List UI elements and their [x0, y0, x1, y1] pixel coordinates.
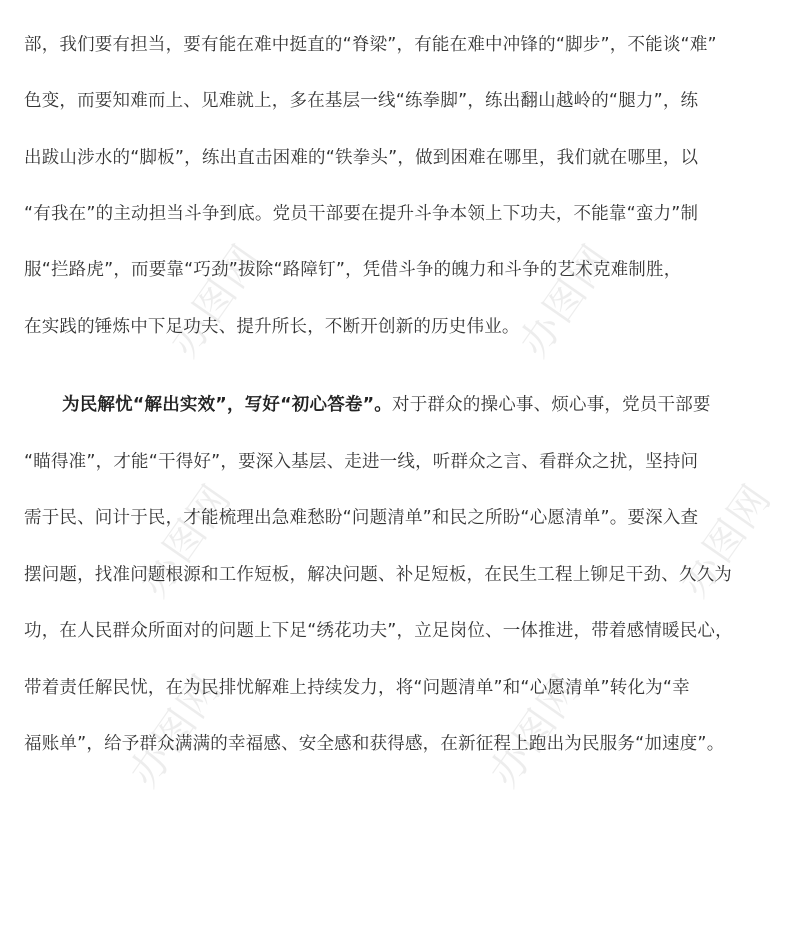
paragraph-text: 对于群众的操心事、烦心事，党员干部要	[392, 395, 711, 415]
paragraph-line: 在实践的锤炼中下足功夫、提升所长，不断开创新的历史伟业。	[24, 317, 520, 337]
watermark: 办图网	[510, 235, 621, 366]
paragraph-line: 功，在人民群众所面对的问题上下足“绣花功夫”，立足岗位、一体推进，带着感情暖民心，	[24, 621, 733, 641]
watermark: 办图网	[160, 235, 271, 366]
paragraph-heading: 为民解忧“解出实效”，写好“初心答卷”。	[62, 395, 393, 415]
watermark: 办图网	[130, 475, 241, 606]
watermark: 办图网	[670, 475, 781, 606]
paragraph-line: 带着责任解民忧，在为民排忧解难上持续发力，将“问题清单”和“心愿清单”转化为“幸	[24, 678, 690, 698]
paragraph-line: 需于民、问计于民，才能梳理出急难愁盼“问题清单”和民之所盼“心愿清单”。要深入查	[24, 508, 699, 528]
watermark: 办图网	[480, 665, 591, 796]
paragraph-line: 福账单”，给予群众满满的幸福感、安全感和获得感，在新征程上跑出为民服务“加速度”。	[24, 734, 725, 754]
paragraph-line: 摆问题，找准问题根源和工作短板，解决问题、补足短板，在民生工程上铆足干劲、久久为	[24, 565, 732, 585]
paragraph-line: “瞄得准”，才能“干得好”，要深入基层、走进一线，听群众之言、看群众之扰，坚持问	[24, 452, 699, 472]
paragraph-line: 色变，而要知难而上、见难就上，多在基层一线“练拳脚”，练出翻山越岭的“腿力”，练	[24, 91, 699, 111]
paragraph-line: 部，我们要有担当，要有能在难中挺直的“脊梁”，有能在难中冲锋的“脚步”，不能谈“难”	[24, 35, 717, 55]
watermark: 办图网	[120, 665, 231, 796]
paragraph-line: 出跋山涉水的“脚板”，练出直击困难的“铁拳头”，做到困难在哪里，我们就在哪里，以	[24, 148, 699, 168]
paragraph-line: 服“拦路虎”，而要靠“巧劲”拔除“路障钉”，凭借斗争的魄力和斗争的艺术克难制胜，	[24, 260, 682, 280]
paragraph-line: “有我在”的主动担当斗争到底。党员干部要在提升斗争本领上下功夫，不能靠“蛮力”制	[24, 204, 699, 224]
paragraph-first-line	[62, 393, 800, 417]
